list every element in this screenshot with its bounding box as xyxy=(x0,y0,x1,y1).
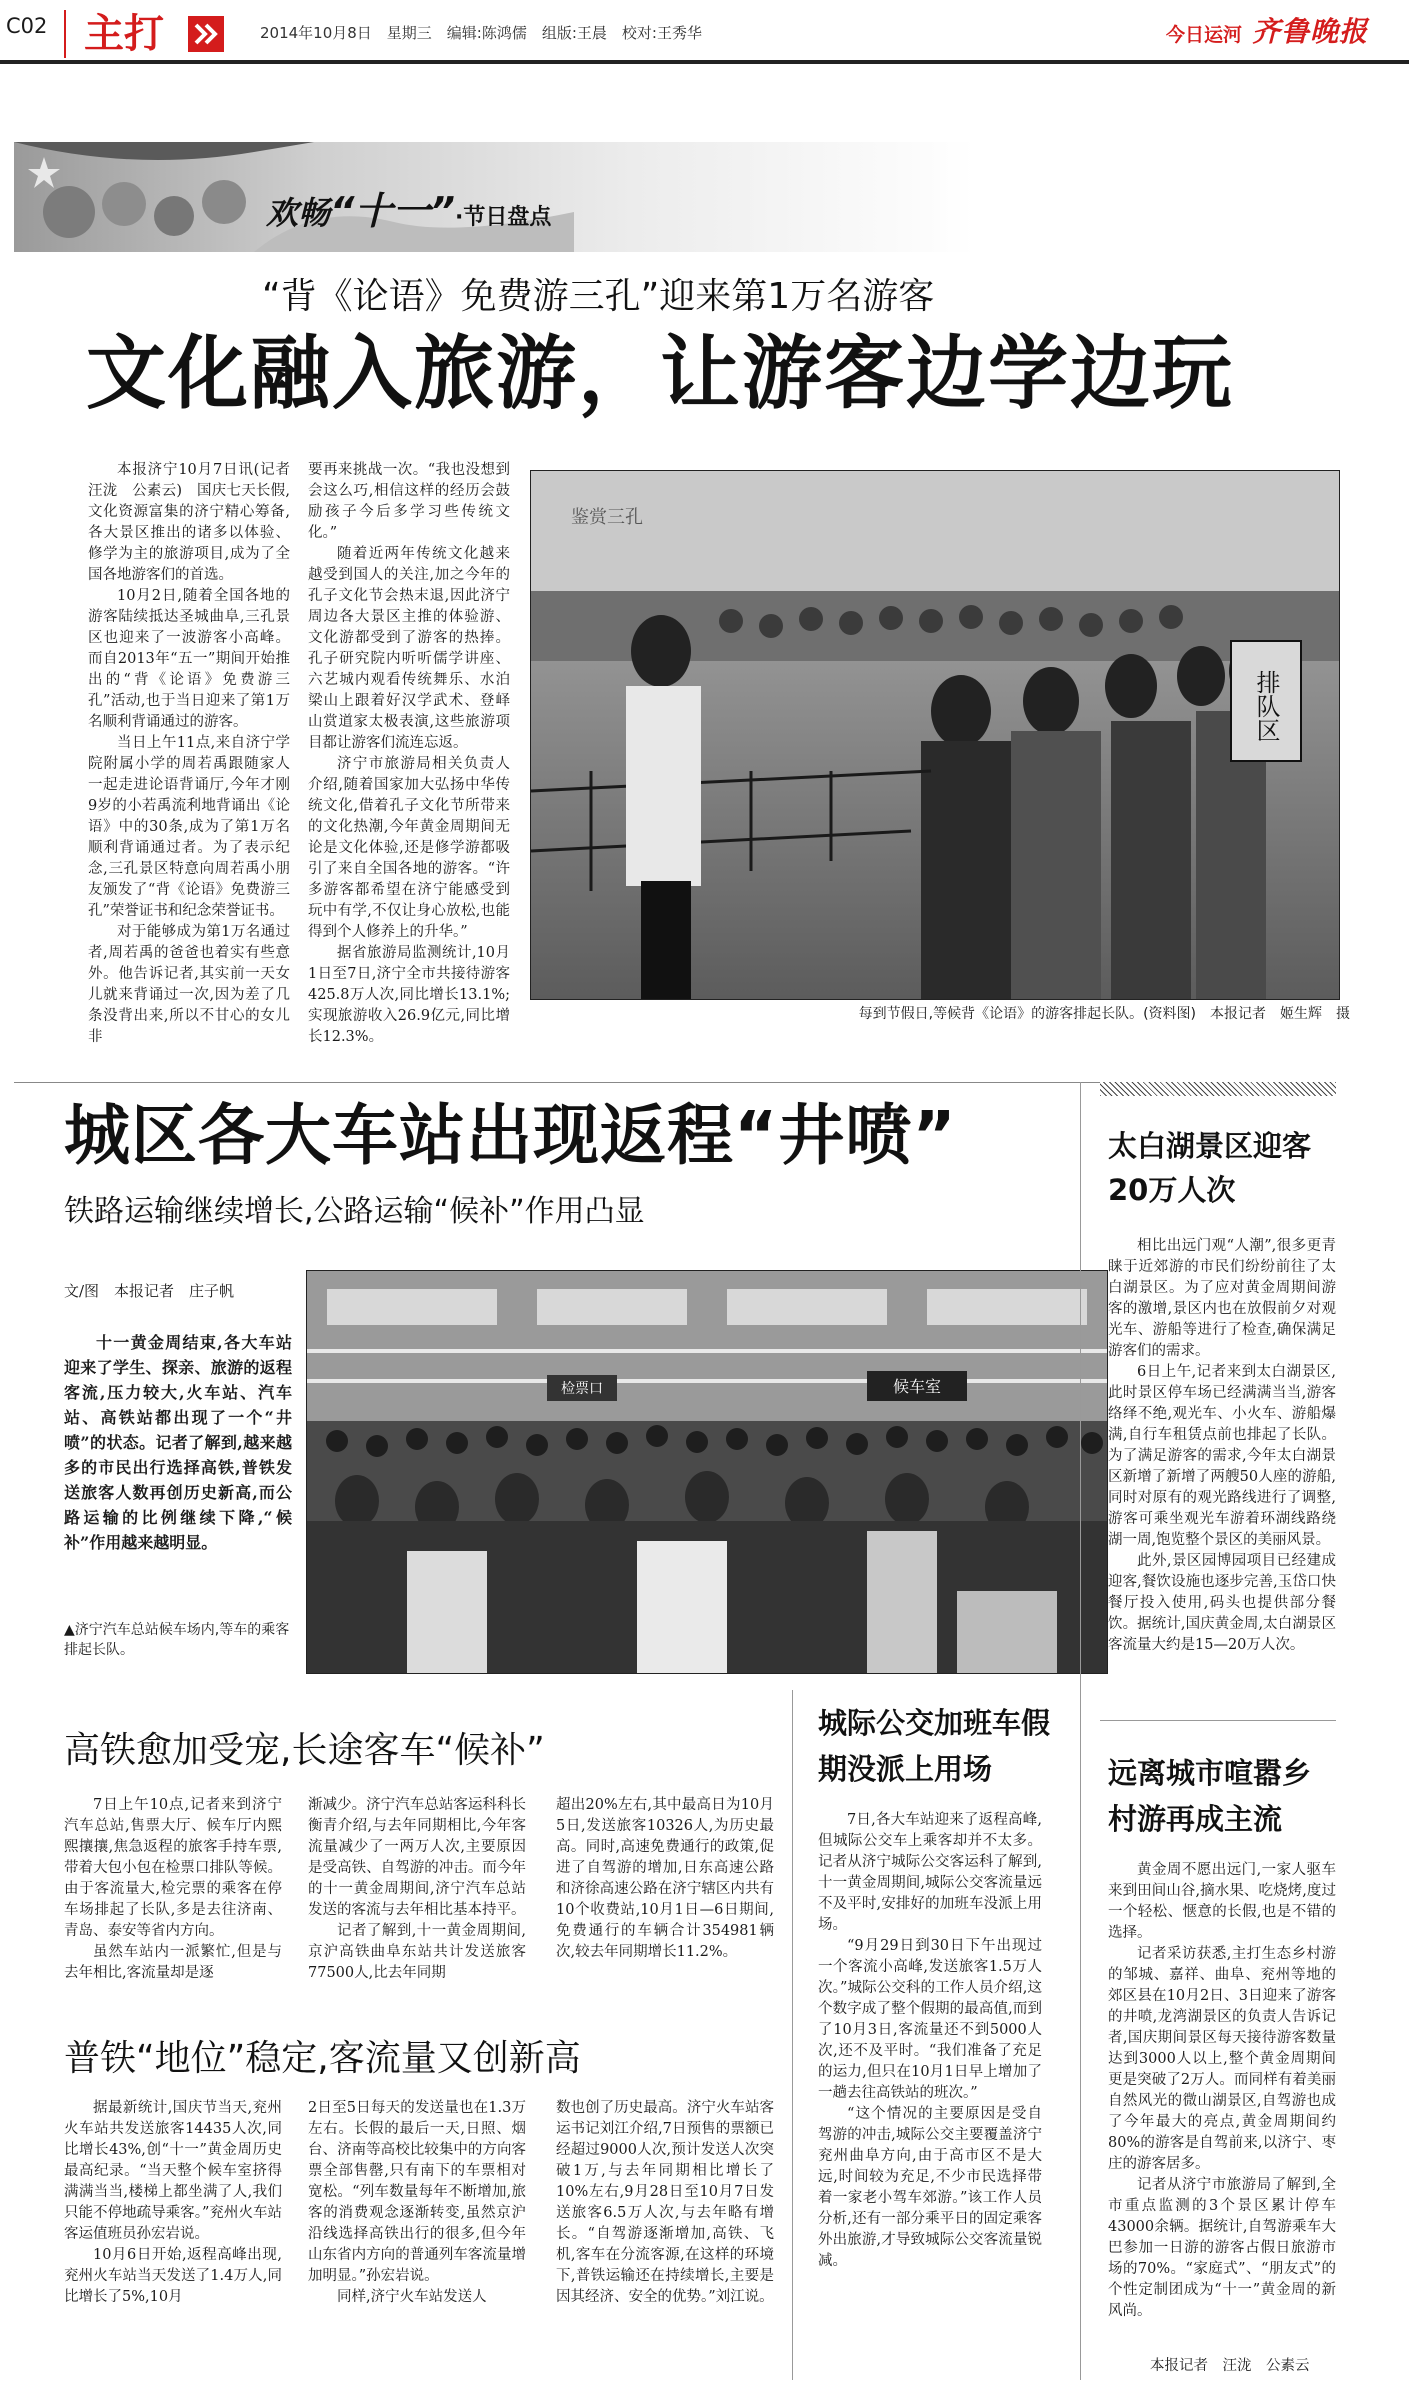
right-sidebar-left-rule xyxy=(1080,1082,1081,2380)
header-info: 2014年10月8日 星期三 编辑:陈鸿儒 组版:王晨 校对:王秀华 xyxy=(260,24,702,42)
paragraph: 7日,各大车站迎来了返程高峰,但城际公交车上乘客却并不太多。记者从济宁城际公交客运科了解到,十一黄金周期间,城际公交客流量远不及平时,安排好的加班车没派上用场。 xyxy=(818,1812,1042,1933)
board-text: 鉴赏三孔 xyxy=(571,507,643,528)
story2-photo-caption: ▲济宁汽车总站候车场内,等车的乘客排起长队。 xyxy=(64,1622,290,1658)
story2-lead xyxy=(64,1330,292,1590)
right-bottom-text xyxy=(1108,1860,1336,2350)
sub2-column-1 xyxy=(64,2098,282,2376)
station-sign: 候车室 xyxy=(892,1377,942,1396)
paragraph: 本报济宁10月7日讯(记者 汪泷 公素云) 国庆七天长假,文化资源富集的济宁精心筹备,各大景区推出的诸多以体验、修学为主的旅游项目,成为了全国各地游客们的首选。 xyxy=(88,462,305,583)
mid-sidebar-headline: 城际公交加班车假期没派上用场 xyxy=(818,1706,1051,1786)
paragraph: 随着近两年传统文化越来越受到国人的关注,加之今年的孔子文化节会热末退,因此济宁周边各大景区主推的体验游、文化游都受到了游客的热捧。孔子研究院内听听儒学讲座、六艺城内观看传统舞乐、水泊梁山上跟着好汉学武术、登峄山赏道家太极表演,这些旅游项目都让游客们流连忘返。 xyxy=(308,546,510,751)
story2-headline: 城区各大车站出现返程“井喷” xyxy=(64,1097,957,1174)
paragraph: 10月2日,随着全国各地的游客陆续抵达圣城曲阜,三孔景区也迎来了一波游客小高峰。而自2013年“五一”期间开始推出的“背《论语》免费游三孔”活动,也于当日迎来了第1万名顺利背诵通过的游客。 xyxy=(88,588,290,730)
paragraph: 十一黄金周结束,各大车站迎来了学生、探亲、旅游的返程客流,压力较大,火车站、汽车站、高铁站都出现了一个“井喷”的状态。记者了解到,越来越多的市民出行选择高铁,普铁发送旅客人数再创历史新高,而公路运输的比例继续下降,“候补”作用越来越明显。 xyxy=(64,1333,292,1552)
right-sidebar-hatch xyxy=(1100,1082,1336,1096)
sub2-heading: 普铁“地位”稳定,客流量又创新高 xyxy=(64,2038,581,2079)
paragraph: 2日至5日每天的发送量也在1.3万左右。长假的最后一天,日照、烟台、济南等高校比较集中的方向客票全部售罄,只有南下的车票相对宽松。“列车数量每年不断增加,旅客的消费观念逐渐转变,虽然京沪沿线选择高铁出行的很多,但今年山东省内方向的普通列车客流量增加明显。”孙宏岩说。 xyxy=(308,2100,526,2284)
mid-sidebar-left-rule xyxy=(792,1690,793,2380)
sub1-heading: 高铁愈加受宠,长途客车“候补” xyxy=(64,1730,545,1771)
paragraph: 渐减少。济宁汽车总站客运科科长衡青介绍,与去年同期相比,今年客流量减少了一两万人次,主要原因是受高铁、自驾游的冲击。而今年的十一黄金周期间,济宁汽车总站发送的客流与去年相比基本持平。 xyxy=(308,1797,526,1918)
paragraph: 同样,济宁火车站发送人 xyxy=(337,2289,487,2305)
column-name: 今日运河 xyxy=(1166,24,1243,46)
gate-sign: 检票口 xyxy=(561,1381,603,1397)
sub2-column-3 xyxy=(556,2098,774,2376)
queue-sign: 排队区 xyxy=(1252,670,1280,742)
paragraph: 6日上午,记者来到太白湖景区,此时景区停车场已经满满当当,游客络绎不绝,观光车、小火车、游船爆满,自行车租赁点前也排起了长队。为了满足游客的需求,今年太白湖景区新增了新增了两艘50人座的游船,同时对原有的观光路线进行了调整,游客可乘坐观光车游着环湖线路绕湖一周,饱览整个景区的美丽风景。 xyxy=(1108,1364,1336,1548)
paragraph: 7日上午10点,记者来到济宁汽车总站,售票大厅、候车厅内熙熙攘攘,焦急返程的旅客手持车票,带着大包小包在检票口排队等候。由于客流量大,检完票的乘客在停车场排起了长队,多是去往济南、青岛、泰安等省内方向。 xyxy=(64,1797,282,1939)
section-arrow-icon xyxy=(188,16,224,52)
paragraph: “这个情况的主要原因是受自驾游的冲击,城际公交主要覆盖济宁兖州曲阜方向,由于高市区不是大远,时间较为充足,不少市民选择带着一家老小驾车郊游。”该工作人员分析,还有一部分乘平日的固定乘客外出旅游,才导致城际公交客流量锐减。 xyxy=(818,2106,1042,2269)
paragraph: 记者采访获悉,主打生态乡村游的邹城、嘉祥、曲阜、兖州等地的郊区县在10月2日、3日迎来了游客的井喷,龙湾湖景区的负责人告诉记者,国庆期间景区每天接待游客数量达到3000人以上,整个黄金周期间更是突破了2万人。而同样有着美丽自然风光的微山湖景区,自驾游也成了今年最大的亮点,黄金周期间约80%的游客是自驾前来,以济宁、枣庄的游客居多。 xyxy=(1108,1946,1336,2172)
right-mid-rule xyxy=(1100,1720,1336,1721)
story2-photo-station xyxy=(306,1270,1108,1674)
section-title: 主打 xyxy=(84,11,164,57)
story1-kicker: “背《论语》免费游三孔”迎来第1万名游客 xyxy=(262,276,935,317)
paragraph: 记者了解到,十一黄金周期间,京沪高铁曲阜东站共计发送旅客77500人,比去年同期 xyxy=(308,1923,526,1981)
sub2-column-2 xyxy=(308,2098,526,2376)
banner-highlight: “十一” xyxy=(330,189,455,233)
paragraph: 要再来挑战一次。“我也没想到会这么巧,相信这样的经历会鼓励孩子今后多学习些传统文化。” xyxy=(308,462,510,541)
header-divider xyxy=(64,10,66,58)
header-rule xyxy=(0,60,1409,64)
paragraph: “9月29日到30日下午出现过一个客流小高峰,发送旅客1.5万人次。”城际公交科的工作人员介绍,这个数字成了整个假期的最高值,而到了10月3日,客流量还不到5000人次,还不及平时。“我们准备了充足的运力,但只在10月1日早上增加了一趟去往高铁站的班次。” xyxy=(818,1938,1042,2101)
paragraph: 10月6日开始,返程高峰出现,兖州火车站当天发送了1.4万人,同比增长了5%,10月 xyxy=(64,2247,282,2305)
story1-column-2 xyxy=(308,460,510,1045)
paragraph: 黄金周不愿出远门,一家人驱车来到田间山谷,摘水果、吃烧烤,度过一个轻松、惬意的长假,也是不错的选择。 xyxy=(1108,1862,1336,1941)
paragraph: 当日上午11点,来自济宁学院附属小学的周若禹跟随家人一起走进论语背诵厅,今年才刚9岁的小若禹流利地背诵出《论语》中的30条,成为了第1万名顺利背诵通过者。为了表示纪念,三孔景区特意向周若禹小朋友颁发了“背《论语》免费游三孔”荣誉证书和纪念荣誉证书。 xyxy=(88,735,290,919)
right-top-headline: 太白湖景区迎客20万人次 xyxy=(1108,1129,1312,1207)
paragraph: 据省旅游局监测统计,10月1日至7日,济宁全市共接待游客425.8万人次,同比增长13.1%;实现旅游收入26.9亿元,同比增长12.3%。 xyxy=(308,945,510,1045)
paragraph: 济宁市旅游局相关负责人介绍,随着国家加大弘扬中华传统文化,借着孔子文化节所带来的文化热潮,今年黄金周期间无论是文化体验,还是修学游都吸引了来自全国各地的游客。“许多游客都希望在济宁能感受到玩中有学,不仅让身心放松,也能得到个人修养上的升华。” xyxy=(308,756,510,940)
paragraph: 超出20%左右,其中最高日为10月5日,发送旅客10326人,为历史最高。同时,高速免费通行的政策,促进了自驾游的增加,日东高速公路和济徐高速公路在济宁辖区内共有10个收费站,10月1日—6日期间,免费通行的车辆合计354981辆次,较去年同期增长11.2%。 xyxy=(556,1797,774,1960)
story1-photo-queue xyxy=(530,470,1340,1000)
paragraph: 据最新统计,国庆节当天,兖州火车站共发送旅客14435人次,同比增长43%,创“十一”黄金周历史最高纪录。“当天整个候车室挤得满满当当,楼梯上都坐满了人,我们只能不停地疏导乘客。”兖州火车站客运值班员孙宏岩说。 xyxy=(64,2100,282,2242)
right-bottom-byline: 本报记者 汪泷 公素云 xyxy=(1150,2358,1310,2374)
story1-column-1 xyxy=(88,460,305,1045)
holiday-banner xyxy=(14,142,1389,252)
story2-byline: 文/图 本报记者 庄子帆 xyxy=(64,1282,235,1300)
banner-suffix: ·节日盘点 xyxy=(454,205,552,230)
paragraph: 数也创了历史最高。济宁火车站客运书记刘江介绍,7日预售的票额已经超过9000人次,预计发送人次突破1万,与去年同期相比增长了10%左右,9月28日至10月7日发送旅客6.5万人次,与去年略有增长。“自驾游逐渐增加,高铁、飞机,客车在分流客源,在这样的环境下,普铁运输还在持续增长,主要是因其经济、安全的优势。”刘江说。 xyxy=(556,2100,774,2305)
paragraph: 记者从济宁市旅游局了解到,全市重点监测的3个景区累计停车43000余辆。据统计,自驾游乘车大巴参加一日游的游客占假日旅游市场的70%。“家庭式”、“朋友式”的个性定制团成为“十一”黄金周的新风尚。 xyxy=(1108,2177,1336,2319)
right-bottom-headline: 远离城市喧嚣乡村游再成主流 xyxy=(1108,1756,1312,1836)
story1-headline: 文化融入旅游，让游客边学边玩 xyxy=(86,327,1234,420)
right-top-text xyxy=(1108,1236,1336,1706)
paragraph: 相比出远门观“人潮”,很多更青睐于近郊游的市民们纷纷前往了太白湖景区。为了应对黄金周期间游客的激增,景区内也在放假前夕对观光车、游船等进行了检查,确保满足游客们的需求。 xyxy=(1108,1238,1336,1359)
sub1-column-3 xyxy=(556,1795,774,2015)
paragraph: 虽然车站内一派繁忙,但是与去年相比,客流量却是逐 xyxy=(64,1944,282,1981)
banner-prefix: 欢畅 xyxy=(266,194,331,232)
mid-sidebar-text xyxy=(818,1810,1042,2376)
story2-subtitle: 铁路运输继续增长,公路运输“候补”作用凸显 xyxy=(64,1194,645,1229)
page-number: C02 xyxy=(6,14,48,38)
newspaper-logo: 齐鲁晚报 xyxy=(1252,15,1369,48)
sub1-column-1 xyxy=(64,1795,282,2015)
sub1-column-2 xyxy=(308,1795,526,2015)
paragraph: 对于能够成为第1万名通过者,周若禹的爸爸也着实有些意外。他告诉记者,其实前一天女儿就来背诵过一次,因为差了几条没背出来,所以不甘心的女儿非 xyxy=(88,924,290,1045)
story1-photo-caption: 每到节假日,等候背《论语》的游客排起长队。(资料图) 本报记者 姬生辉 摄 xyxy=(858,1006,1350,1022)
paragraph: 此外,景区园博园项目已经建成迎客,餐饮设施也逐步完善,玉岱口快餐厅投入使用,码头也提供部分餐饮。据统计,国庆黄金周,太白湖景区客流量大约是15—20万人次。 xyxy=(1108,1553,1336,1653)
